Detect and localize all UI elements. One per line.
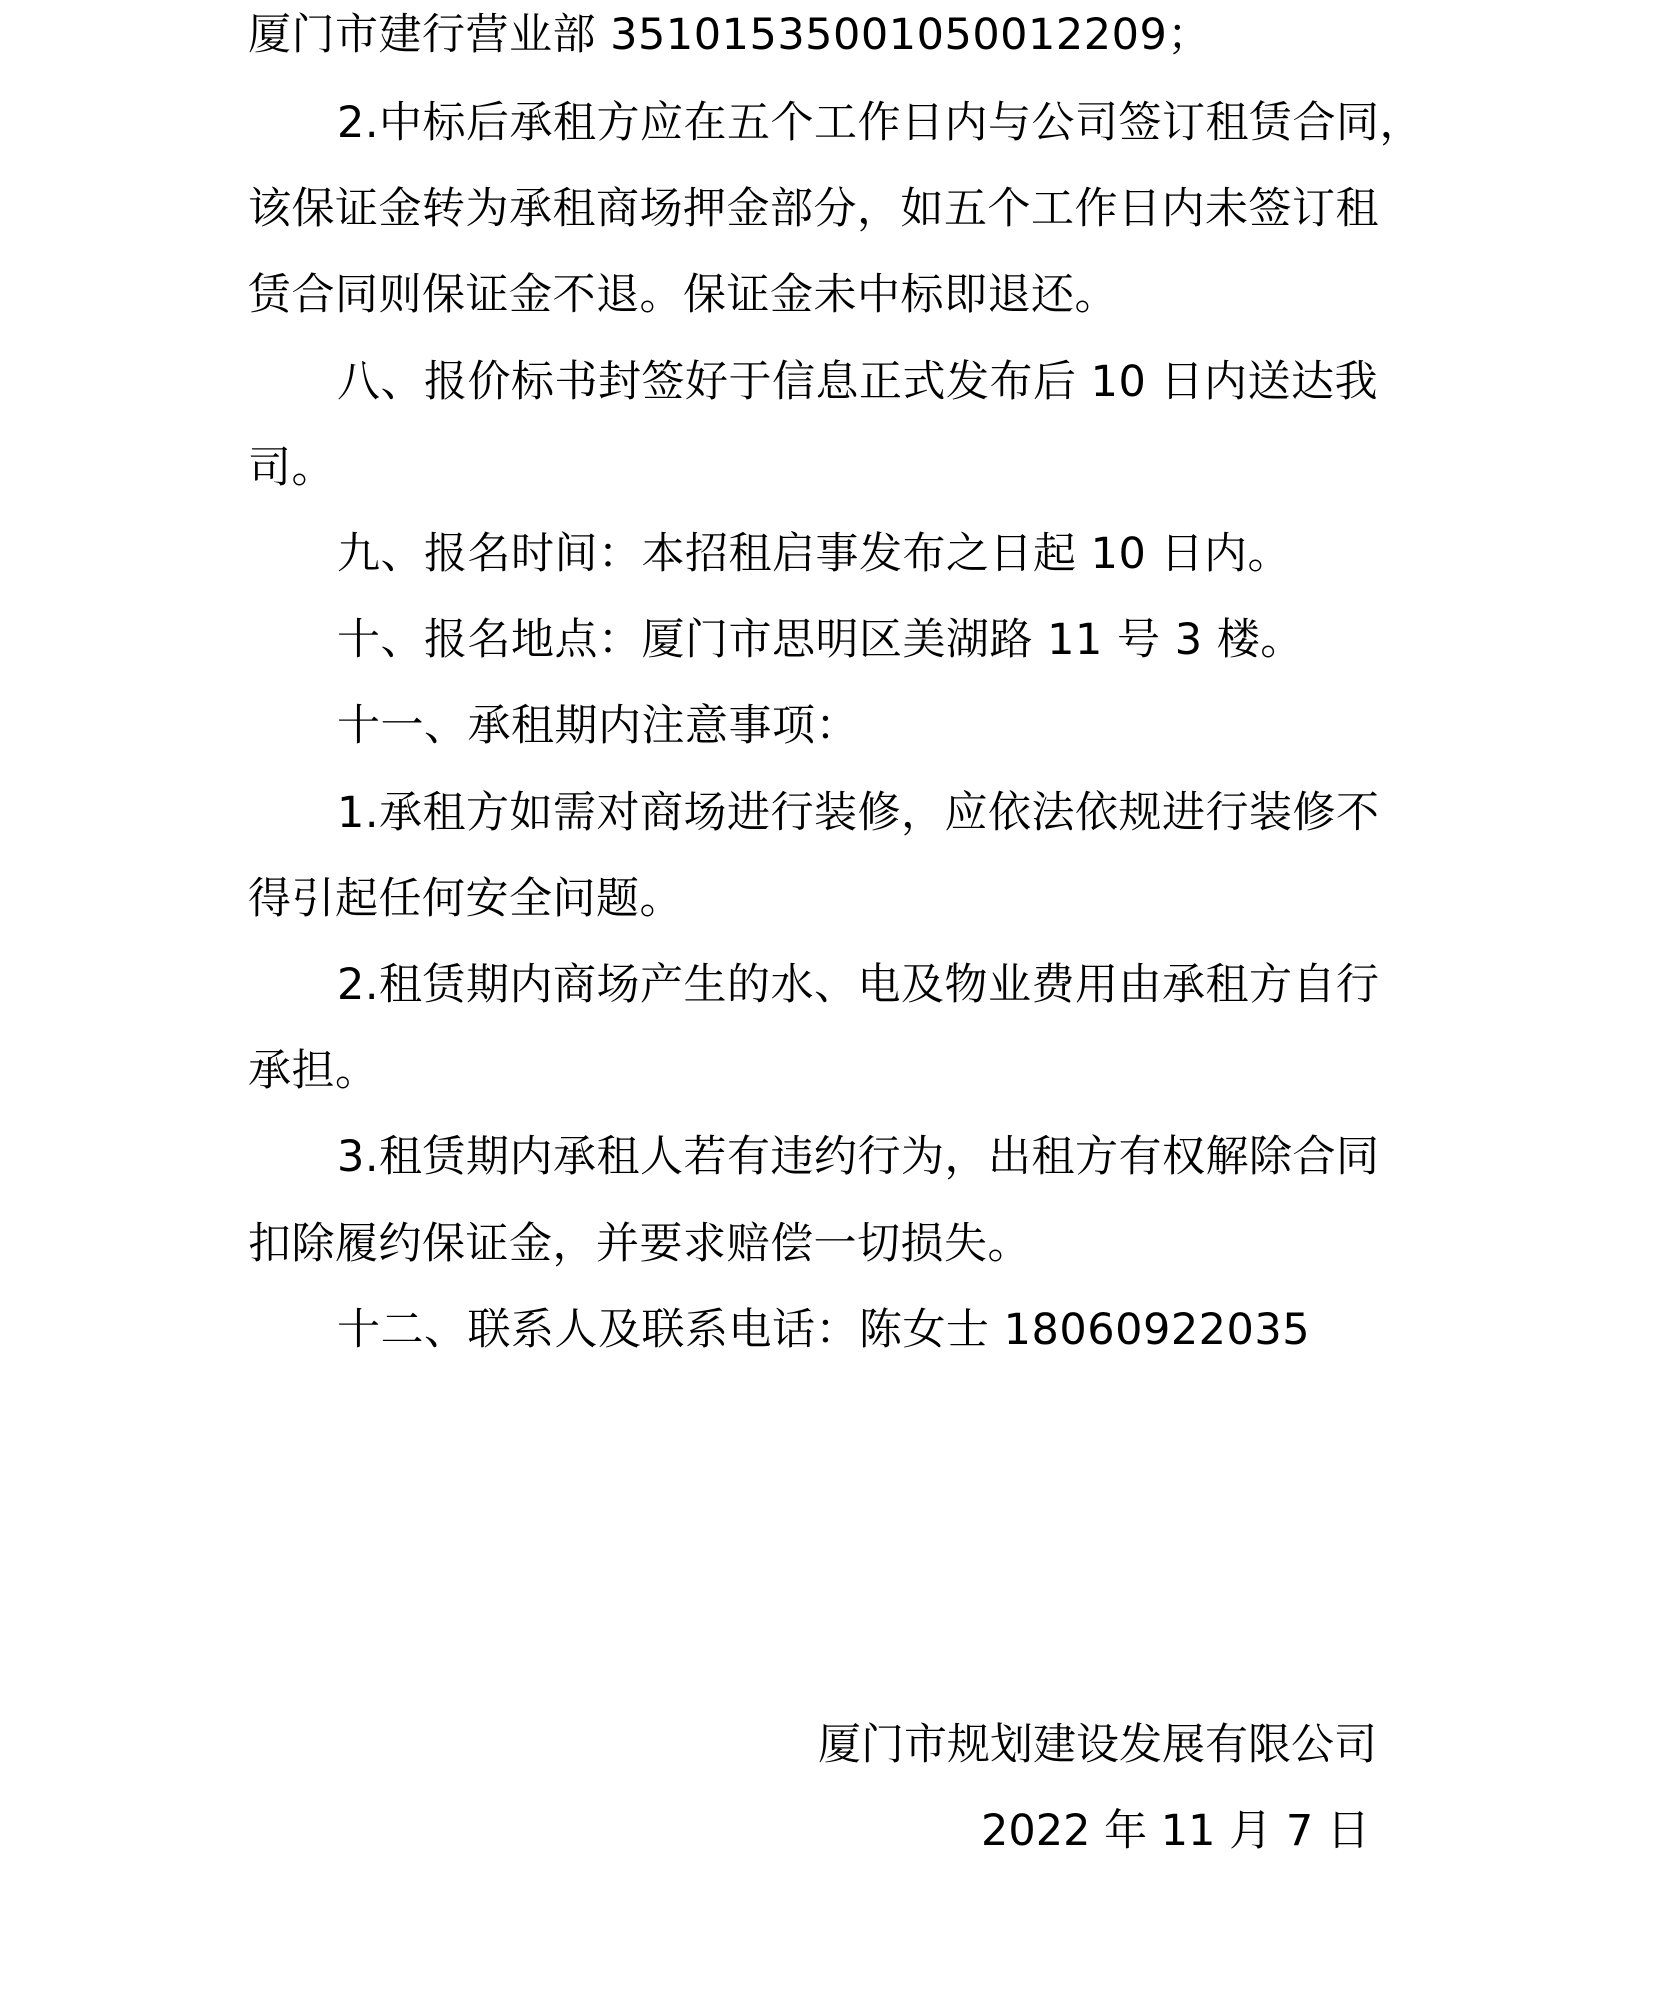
section-11-item-3-line-2: 扣除履约保证金，并要求赔偿一切损失。	[248, 1219, 1031, 1269]
signature-date: 2022 年 11 月 7 日	[981, 1806, 1370, 1856]
deposit-clause-2-line-3: 赁合同则保证金不退。保证金未中标即退还。	[248, 270, 1118, 320]
section-8-line-2: 司。	[248, 443, 335, 493]
section-9-line: 九、报名时间：本招租启事发布之日起 10 日内。	[337, 529, 1292, 579]
section-10-line: 十、报名地点：厦门市思明区美湖路 11 号 3 楼。	[337, 615, 1304, 665]
section-8-line-1: 八、报价标书封签好于信息正式发布后 10 日内送达我	[337, 357, 1379, 407]
section-11-item-1-line-2: 得引起任何安全问题。	[248, 874, 683, 924]
deposit-clause-2-line-1: 2.中标后承租方应在五个工作日内与公司签订租赁合同，	[337, 98, 1424, 148]
section-11-item-1-line-1: 1.承租方如需对商场进行装修，应依法依规进行装修不	[337, 788, 1380, 838]
section-11-item-3-line-1: 3.租赁期内承租人若有违约行为，出租方有权解除合同	[337, 1132, 1380, 1182]
deposit-clause-2-line-2: 该保证金转为承租商场押金部分，如五个工作日内未签订租	[248, 184, 1379, 234]
section-11-item-2-line-2: 承担。	[248, 1046, 379, 1096]
signature-company: 厦门市规划建设发展有限公司	[818, 1720, 1377, 1770]
section-11-heading: 十一、承租期内注意事项：	[337, 701, 859, 751]
bank-account-line: 厦门市建行营业部 35101535001050012209；	[248, 10, 1211, 60]
section-12-contact-line: 十二、联系人及联系电话：陈女士 18060922035	[337, 1305, 1311, 1355]
section-11-item-2-line-1: 2.租赁期内商场产生的水、电及物业费用由承租方自行	[337, 960, 1380, 1010]
